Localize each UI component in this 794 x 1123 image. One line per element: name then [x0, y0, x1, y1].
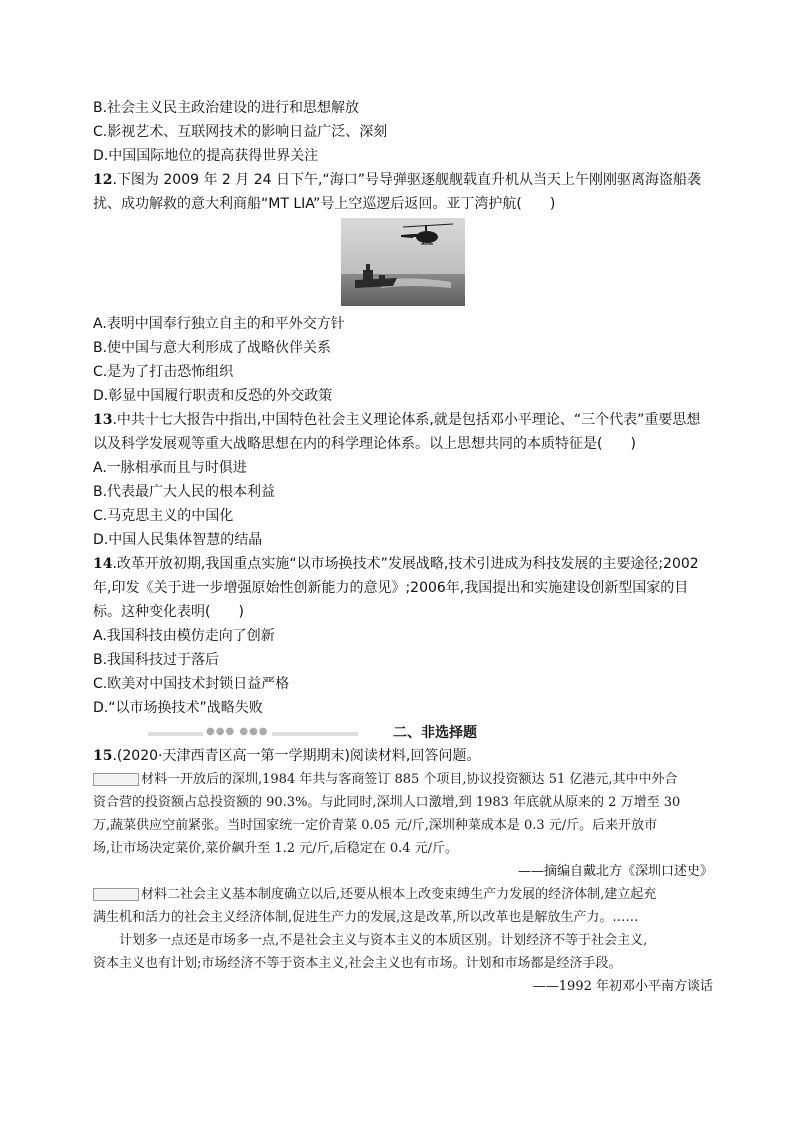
q13-option-c: C.马克思主义的中国化	[93, 508, 234, 524]
material-two-text1: 材料二社会主义基本制度确立以后,还要从根本上改变束缚生产力发展的经济体制,建立起充	[141, 887, 657, 902]
q12-photo-container	[93, 218, 713, 306]
material-one-line2: 资合营的投资额占总投资额的 90.3%。与此同时,深圳人口激增,到 1983 年底就从原来的 2 万增至 30	[93, 795, 681, 810]
q14-stem-line1	[93, 552, 713, 576]
q12-option-c: C.是为了打击恐怖组织	[93, 364, 234, 380]
q12-stem-line2: 扰、成功解救的意大利商船“MT LIA”号上空巡逻后返回。亚丁湾护航( )	[93, 196, 556, 212]
material-two-line1	[93, 883, 713, 906]
q13-stem-line2: 以及科学发展观等重大战略思想在内的科学理论体系。以上思想共同的本质特征是( )	[93, 436, 636, 452]
q12-option-d: D.彰显中国履行职责和反恐的外交政策	[93, 388, 333, 404]
material-two-line4: 资本主义也有计划;市场经济不等于资本主义,社会主义也有市场。计划和市场都是经济手段。	[93, 956, 622, 971]
material-one	[93, 768, 713, 860]
q15-stem	[93, 744, 713, 768]
material-two-line2: 满生机和活力的社会主义经济体制,促进生产力的发展,这是改革,所以改革也是解放生产力。……	[93, 910, 639, 925]
material-one-line1	[93, 768, 713, 791]
q15-stem-text: .(2020·天津西青区高一第一学期期末)阅读材料,回答问题。	[112, 748, 481, 764]
material-one-text1: 材料一开放后的深圳,1984 年共与客商签订 885 个项目,协议投资额达 51 亿港元,其中中外合	[141, 772, 678, 787]
q12-stem-text1: .下图为 2009 年 2 月 24 日下午,“海口”号导弹驱逐舰舰载直升机从当天上午刚刚驱离海盗船袭	[112, 172, 701, 188]
q14-option-b: B.我国科技过于落后	[93, 652, 220, 668]
material-one-line4: 场,让市场决定菜价,菜价飙升至 1.2 元/斤,后稳定在 0.4 元/斤。	[93, 841, 459, 856]
material-two-line3: 计划多一点还是市场多一点,不是社会主义与资本主义的本质区别。计划经济不等于社会主义,	[119, 933, 648, 948]
q13-number: 13	[93, 412, 113, 428]
q12-option-b: B.使中国与意大利形成了战略伙伴关系	[93, 340, 332, 356]
q14-stem-line2: 年,印发《关于进一步增强原始性创新能力的意见》;2006年,我国提出和实施建设创新型国家的目	[93, 580, 689, 596]
material-two	[93, 883, 713, 975]
exam-page	[93, 96, 713, 998]
q15-number: 15	[93, 748, 113, 764]
q11-option-c: C.影视艺术、互联网技术的影响日益广泛、深刻	[93, 124, 388, 140]
q14-option-c: C.欧美对中国技术封锁日益严格	[93, 676, 290, 692]
material-tag-box	[93, 773, 139, 786]
material-tag-box	[93, 888, 139, 901]
material-one-line3: 万,蔬菜供应空前紧张。当时国家统一定价青菜 0.05 元/斤,深圳种菜成本是 0.3 元/斤。后来开放市	[93, 818, 658, 833]
q14-stem-text1: .改革开放初期,我国重点实施“以市场换技术”发展战略,技术引进成为科技发展的主要途径;2002	[112, 556, 699, 572]
q11-option-b: B.社会主义民主政治建设的进行和思想解放	[93, 100, 360, 116]
q13-option-d: D.中国人民集体智慧的结晶	[93, 532, 263, 548]
helicopter-ship-photo	[341, 218, 465, 306]
q12-option-a: A.表明中国奉行独立自主的和平外交方针	[93, 316, 345, 332]
section-title: 二、非选择题	[393, 725, 477, 741]
q13-option-b: B.代表最广大人民的根本利益	[93, 484, 276, 500]
section-dots: ●●● ●●●	[203, 726, 272, 737]
q12-stem-line1	[93, 168, 713, 192]
q12-number: 12	[93, 172, 113, 188]
material-two-source: ——1992 年初邓小平南方谈话	[532, 979, 713, 994]
q14-option-d: D.“以市场换技术”战略失败	[93, 700, 263, 716]
material-one-source: ——摘编自戴北方《深圳口述史》	[517, 864, 713, 879]
q11-option-d: D.中国国际地位的提高获得世界关注	[93, 148, 319, 164]
q14-option-a: A.我国科技由模仿走向了创新	[93, 628, 275, 644]
q13-stem-text1: .中共十七大报告中指出,中国特色社会主义理论体系,就是包括邓小平理论、“三个代表”重要思想	[112, 412, 701, 428]
q13-stem-line1	[93, 408, 713, 432]
q14-number: 14	[93, 556, 113, 572]
q14-stem-line3: 标。这种变化表明( )	[93, 604, 244, 620]
section-header	[93, 722, 713, 744]
q13-option-a: A.一脉相承而且与时俱进	[93, 460, 247, 476]
